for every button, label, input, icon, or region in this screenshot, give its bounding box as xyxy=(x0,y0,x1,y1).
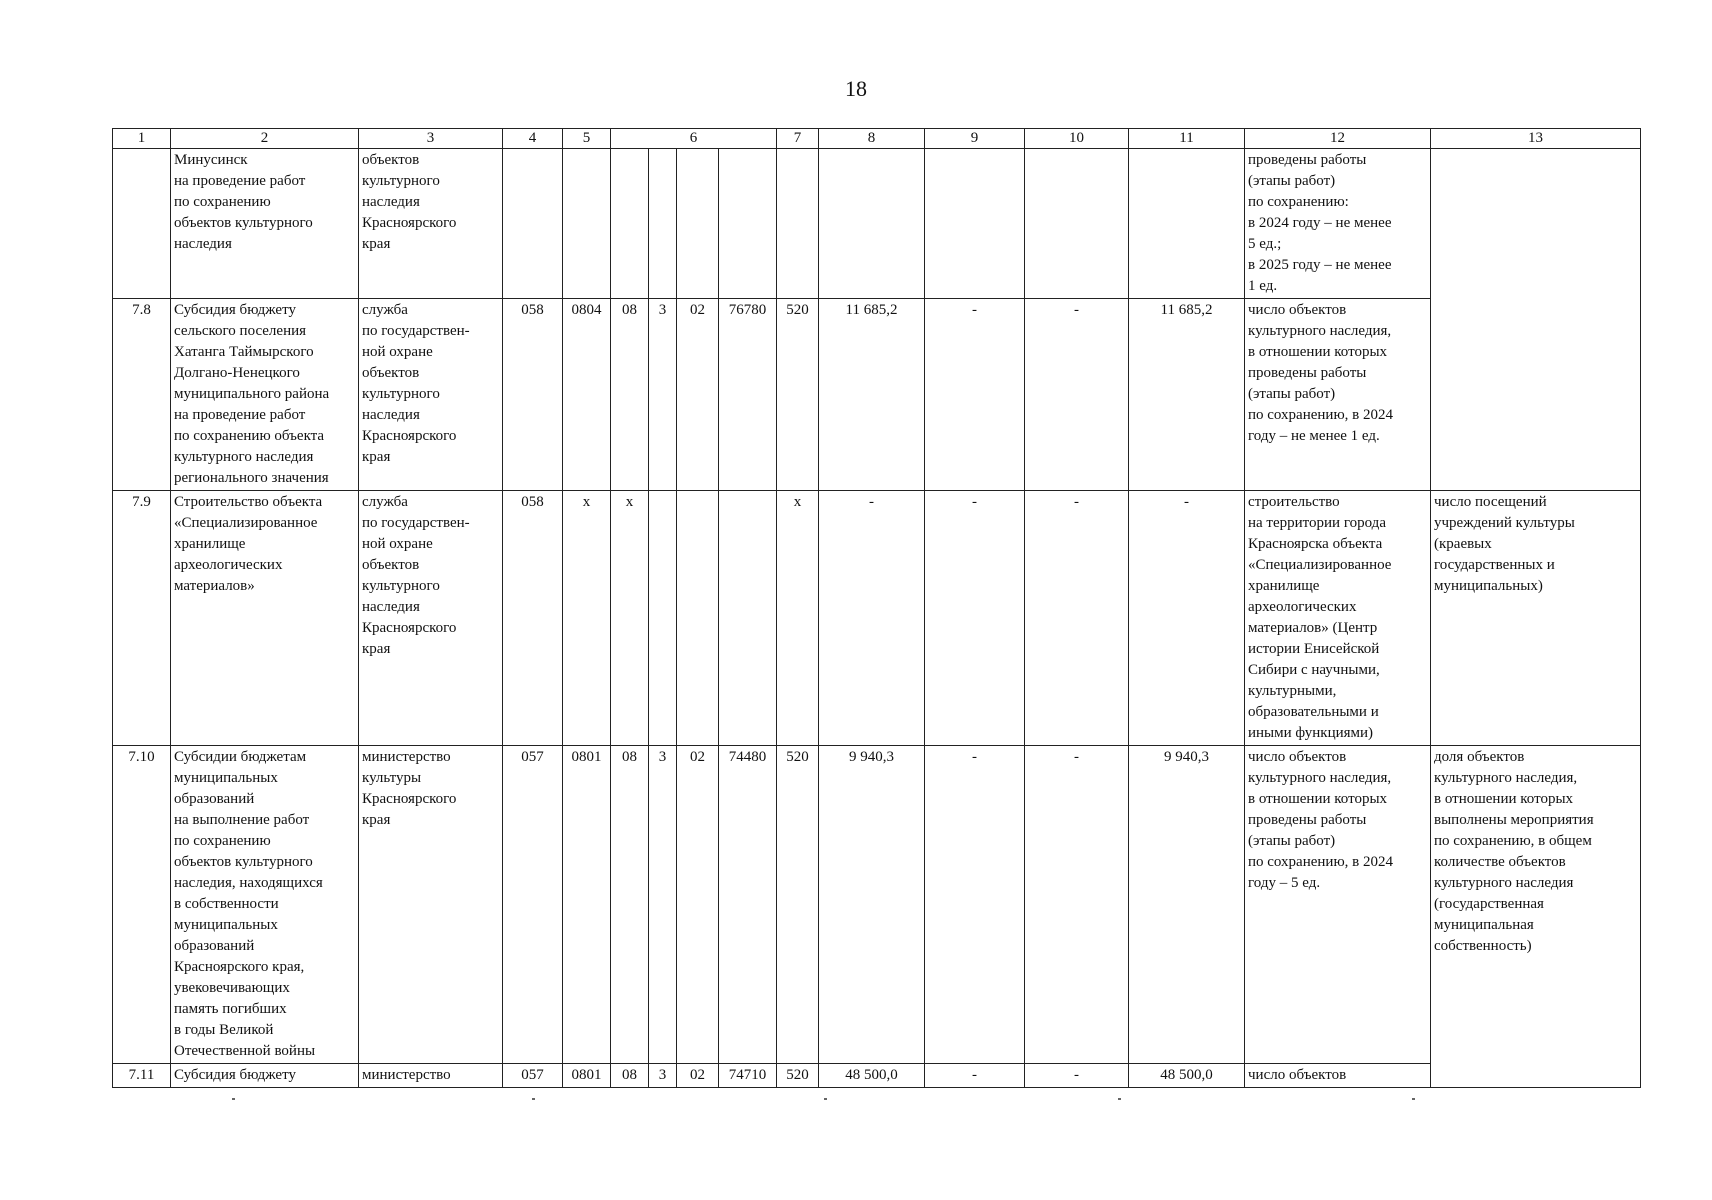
code-grbs: 058 xyxy=(503,299,563,491)
header-cell-10: 10 xyxy=(1025,129,1129,149)
responsible-body: министерство xyxy=(359,1064,503,1088)
table-row xyxy=(113,1064,1641,1088)
code-csr-1: х xyxy=(611,491,649,746)
code-rzpr: 0801 xyxy=(563,1064,611,1088)
code-csr-4 xyxy=(719,491,777,746)
code-csr-2: 3 xyxy=(649,1064,677,1088)
amount-11 xyxy=(1129,149,1245,299)
amount-10 xyxy=(1025,149,1129,299)
page-number: 18 xyxy=(845,76,867,101)
header-cell-5: 5 xyxy=(563,129,611,149)
table-row xyxy=(113,299,1641,491)
code-grbs: 057 xyxy=(503,1064,563,1088)
header-cell-7: 7 xyxy=(777,129,819,149)
header-cell-12: 12 xyxy=(1245,129,1431,149)
code-vr: 520 xyxy=(777,299,819,491)
code-csr-2 xyxy=(649,491,677,746)
code-csr-1 xyxy=(611,149,649,299)
header-cell-4: 4 xyxy=(503,129,563,149)
amount-10: - xyxy=(1025,1064,1129,1088)
responsible-body: служба по государствен- ной охране объектов культурного наследия Красноярского края xyxy=(359,299,503,491)
code-grbs: 058 xyxy=(503,491,563,746)
amount-total: 9 940,3 xyxy=(819,746,925,1064)
code-rzpr: 0801 xyxy=(563,746,611,1064)
measure-name: Субсидия бюджету сельского поселения Хатанга Таймырского Долгано-Ненецкого муниципального района на проведение работ по сохранению объекта культурного наследия регионального значения xyxy=(171,299,359,491)
code-rzpr xyxy=(563,149,611,299)
header-cell-9: 9 xyxy=(925,129,1025,149)
expected-result: число объектов культурного наследия, в отношении которых проведены работы (этапы работ) по сохранению, в 2024 году – 5 ед. xyxy=(1245,746,1431,1064)
row-number: 7.8 xyxy=(113,299,171,491)
header-row xyxy=(113,129,1641,149)
header-cell-1: 1 xyxy=(113,129,171,149)
measure-name: Субсидия бюджету xyxy=(171,1064,359,1088)
code-csr-1: 08 xyxy=(611,1064,649,1088)
header-cell-13: 13 xyxy=(1431,129,1641,149)
amount-11: 9 940,3 xyxy=(1129,746,1245,1064)
header-cell-3: 3 xyxy=(359,129,503,149)
code-csr-3: 02 xyxy=(677,746,719,1064)
measure-name: Минусинск на проведение работ по сохранению объектов культурного наследия xyxy=(171,149,359,299)
indicator: число посещений учреждений культуры (краевых государственных и муниципальных) xyxy=(1431,491,1641,746)
amount-11: 11 685,2 xyxy=(1129,299,1245,491)
amount-total: 48 500,0 xyxy=(819,1064,925,1088)
responsible-body: служба по государствен- ной охране объектов культурного наследия Красноярского края xyxy=(359,491,503,746)
responsible-body: министерство культуры Красноярского края xyxy=(359,746,503,1064)
amount-9: - xyxy=(925,746,1025,1064)
header-cell-6: 6 xyxy=(611,129,777,149)
row-number: 7.9 xyxy=(113,491,171,746)
program-table xyxy=(112,128,1641,1088)
amount-9: - xyxy=(925,299,1025,491)
code-vr: х xyxy=(777,491,819,746)
code-vr: 520 xyxy=(777,746,819,1064)
expected-result: число объектов культурного наследия, в отношении которых проведены работы (этапы работ) по сохранению, в 2024 году – не менее 1 ед. xyxy=(1245,299,1431,491)
expected-result: число объектов xyxy=(1245,1064,1431,1088)
indicator xyxy=(1431,149,1641,491)
code-rzpr: х xyxy=(563,491,611,746)
table-row xyxy=(113,149,1641,299)
amount-total: 11 685,2 xyxy=(819,299,925,491)
code-grbs xyxy=(503,149,563,299)
amount-11: - xyxy=(1129,491,1245,746)
measure-name: Субсидии бюджетам муниципальных образований на выполнение работ по сохранению объектов культурного наследия, находящихся в собственности муниципальных образований Красноярского края, увековечивающих память погибших в годы Великой Отечественной войны xyxy=(171,746,359,1064)
header-cell-8: 8 xyxy=(819,129,925,149)
amount-10: - xyxy=(1025,746,1129,1064)
code-csr-3: 02 xyxy=(677,1064,719,1088)
code-grbs: 057 xyxy=(503,746,563,1064)
code-csr-4: 74480 xyxy=(719,746,777,1064)
expected-result: строительство на территории города Красноярска объекта «Специализированное хранилище археологических материалов» (Центр истории Енисейской Сибири с научными, культурными, образовательными и иными функциями) xyxy=(1245,491,1431,746)
code-csr-4: 76780 xyxy=(719,299,777,491)
amount-11: 48 500,0 xyxy=(1129,1064,1245,1088)
amount-total xyxy=(819,149,925,299)
code-csr-3 xyxy=(677,149,719,299)
code-csr-2: 3 xyxy=(649,746,677,1064)
responsible-body: объектов культурного наследия Красноярского края xyxy=(359,149,503,299)
row-number xyxy=(113,149,171,299)
table-row xyxy=(113,491,1641,746)
code-vr xyxy=(777,149,819,299)
page-bottom-marks xyxy=(112,1098,1640,1102)
code-csr-3: 02 xyxy=(677,299,719,491)
code-vr: 520 xyxy=(777,1064,819,1088)
table-row xyxy=(113,746,1641,1064)
code-csr-1: 08 xyxy=(611,299,649,491)
amount-9 xyxy=(925,149,1025,299)
code-csr-2: 3 xyxy=(649,299,677,491)
amount-total: - xyxy=(819,491,925,746)
header-cell-2: 2 xyxy=(171,129,359,149)
code-csr-4 xyxy=(719,149,777,299)
code-rzpr: 0804 xyxy=(563,299,611,491)
amount-9: - xyxy=(925,1064,1025,1088)
code-csr-3 xyxy=(677,491,719,746)
row-number: 7.11 xyxy=(113,1064,171,1088)
indicator: доля объектов культурного наследия, в отношении которых выполнены мероприятия по сохранению, в общем количестве объектов культурного наследия (государственная муниципальная собственность) xyxy=(1431,746,1641,1088)
amount-10: - xyxy=(1025,299,1129,491)
code-csr-1: 08 xyxy=(611,746,649,1064)
expected-result: проведены работы (этапы работ) по сохранению: в 2024 году – не менее 5 ед.; в 2025 году – не менее 1 ед. xyxy=(1245,149,1431,299)
row-number: 7.10 xyxy=(113,746,171,1064)
amount-9: - xyxy=(925,491,1025,746)
amount-10: - xyxy=(1025,491,1129,746)
code-csr-4: 74710 xyxy=(719,1064,777,1088)
measure-name: Строительство объекта «Специализированное хранилище археологических материалов» xyxy=(171,491,359,746)
header-cell-11: 11 xyxy=(1129,129,1245,149)
code-csr-2 xyxy=(649,149,677,299)
